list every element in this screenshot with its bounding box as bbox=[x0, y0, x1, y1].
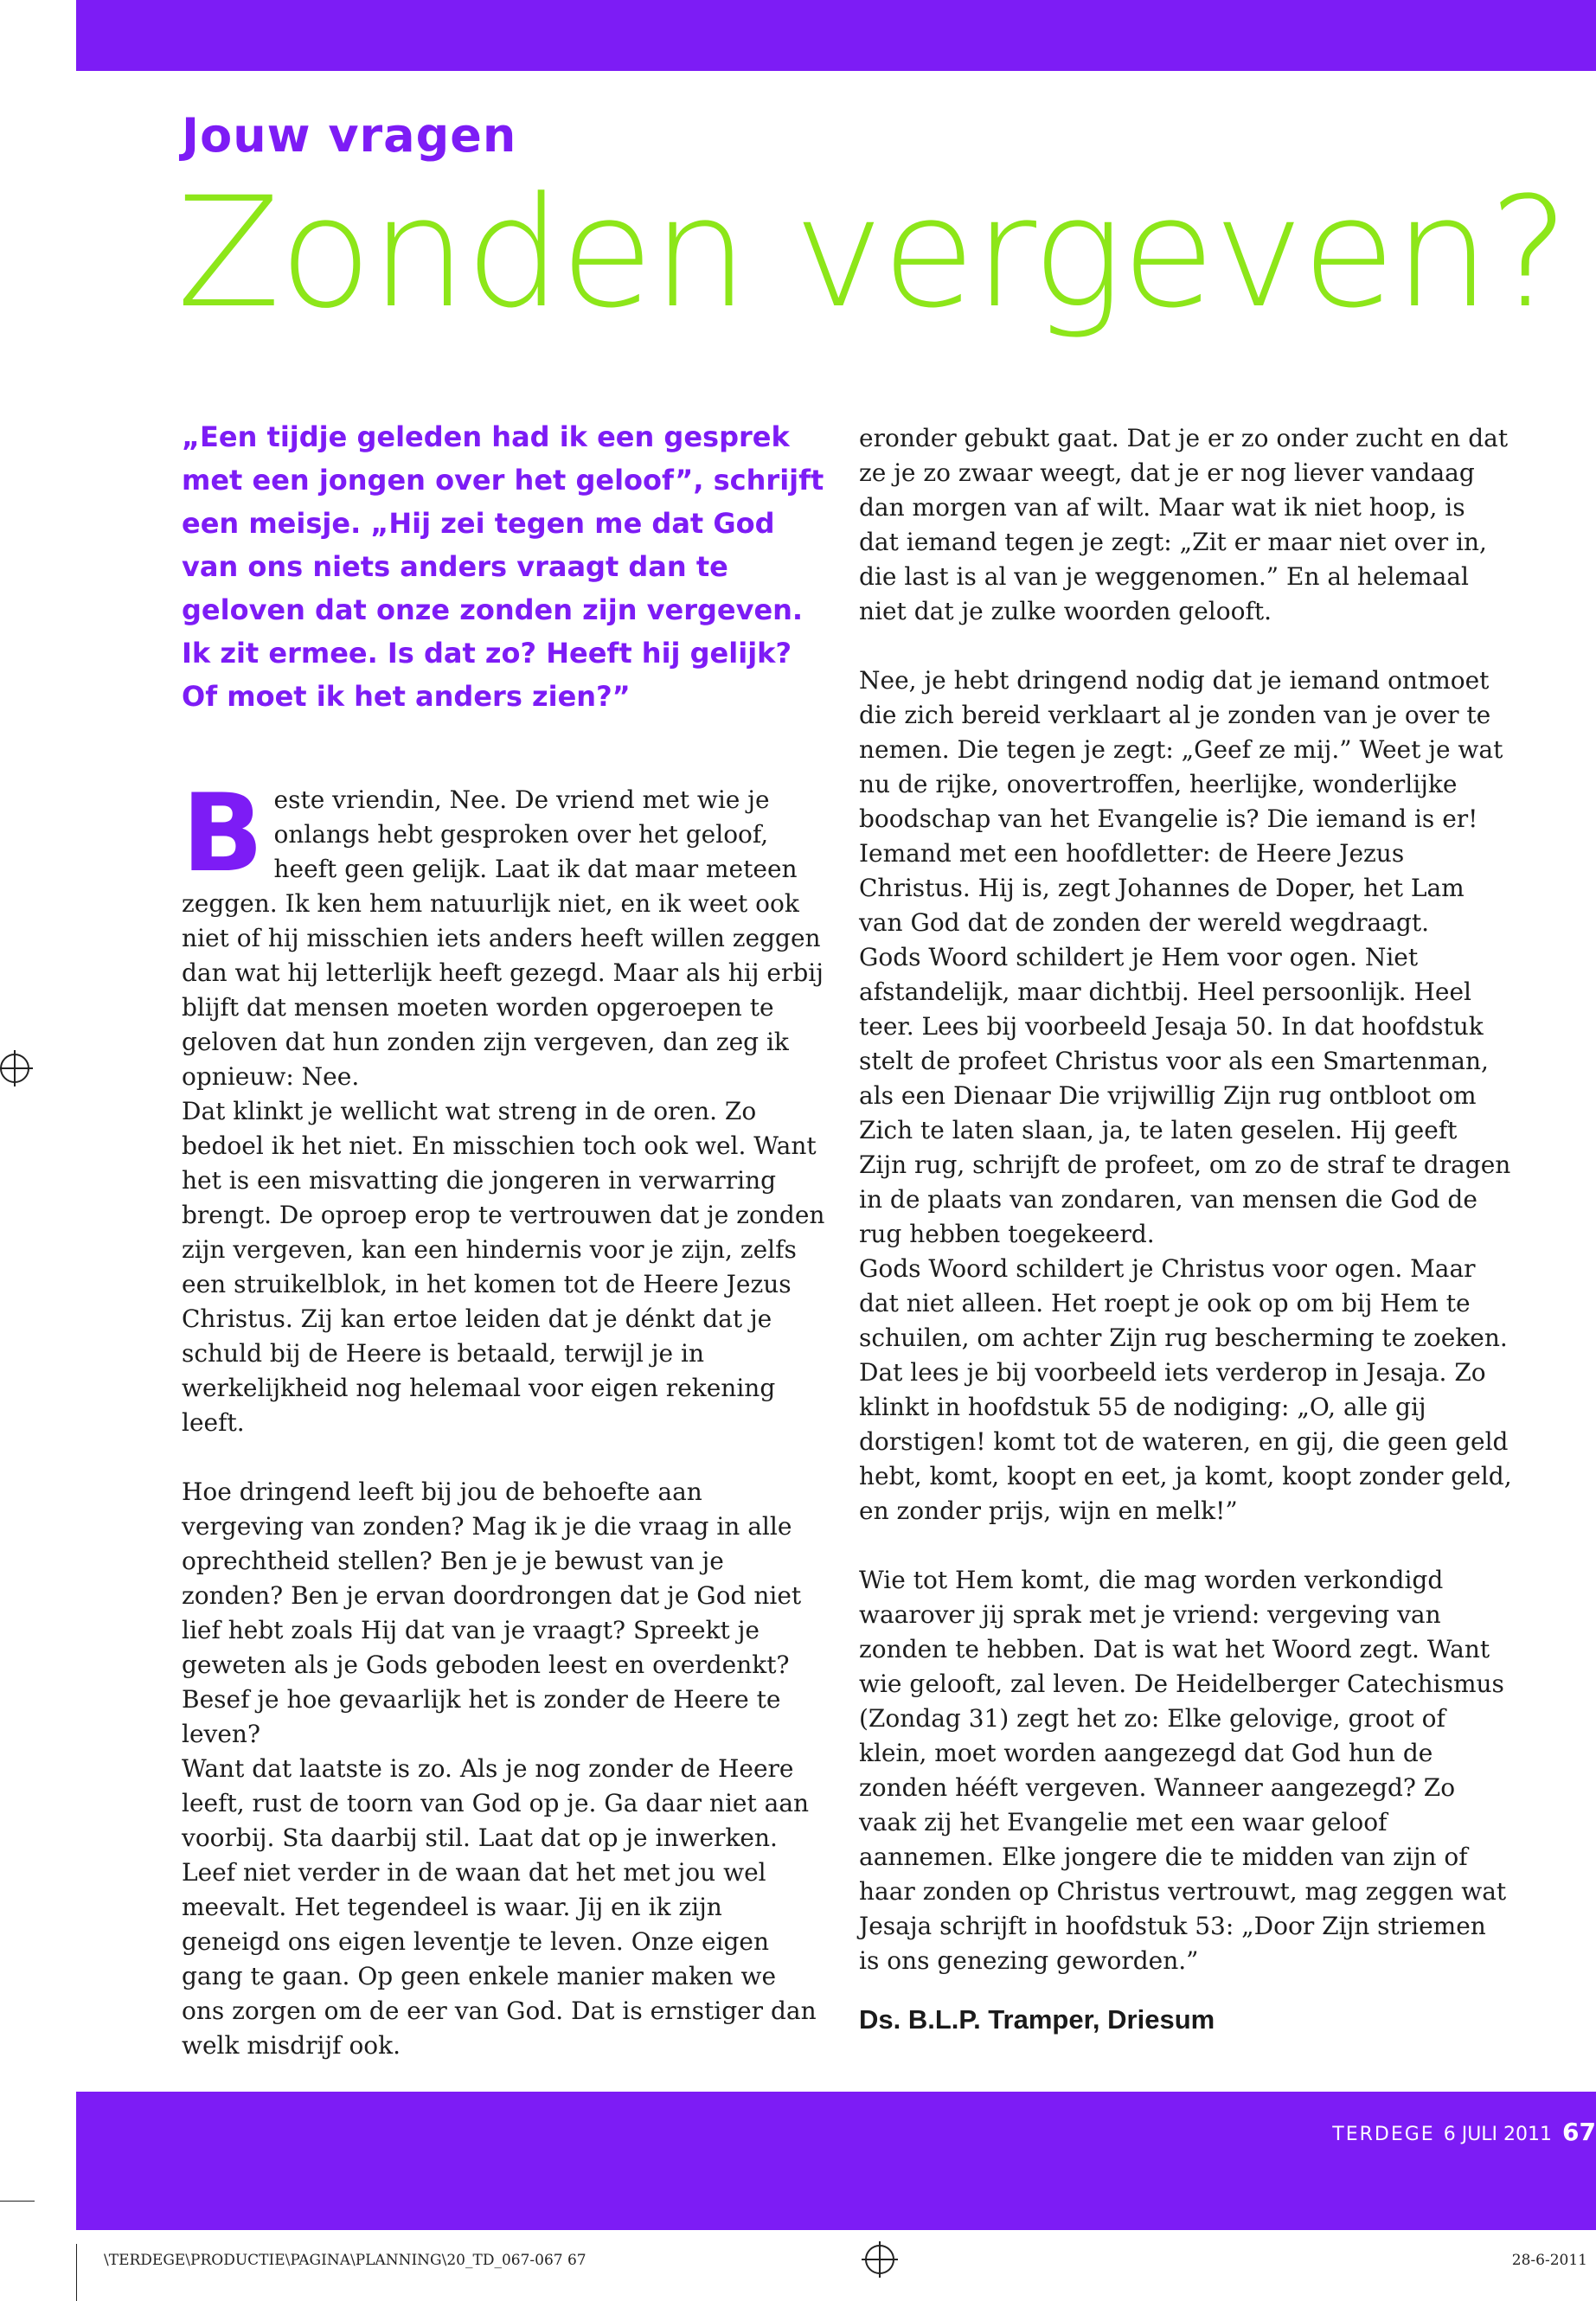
crop-mark bbox=[76, 2244, 77, 2301]
body-paragraph: Hoe dringend leeft bij jou de behoefte aan vergeving van zonden? Mag ik je die vraag in alle oprechtheid stellen? Ben je je bewust van je zonden? Ben je ervan doordrongen dat je God niet lief hebt zoals Hij dat van je vraagt? Spreekt je geweten als je Gods geboden leest en overdenkt? Besef je hoe gevaarlijk het is zonder de Heere te leven? bbox=[182, 1477, 802, 1748]
drop-cap: B bbox=[182, 772, 264, 896]
crop-mark bbox=[0, 2201, 35, 2202]
body-paragraph: Gods Woord schildert je Christus voor ogen. Maar dat niet alleen. Het roept je ook op om bij Hem te schuilen, om achter Zijn rug bescherming te zoeken. Dat lees je bij voorbeeld iets verderop in Jesaja. Zo klinkt in hoofdstuk 55 de nodiging: „O, alle gij dorstigen! komt tot de wateren, en gij, die geen geld hebt, komt, koopt en eet, ja komt, koopt zonder geld, en zonder prijs, wijn en melk!” bbox=[859, 1254, 1512, 1525]
intro-question: „Een tijdje geleden had ik een gesprek met een jongen over het geloof”, schrijft een meisje. „Hij zei tegen me dat God van ons niets anders vraagt dan te geloven dat onze zonden zijn vergeven. Ik zit ermee. Is dat zo? Heeft hij gelijk? Of moet ik het anders zien?” bbox=[182, 420, 824, 713]
top-color-bar bbox=[76, 0, 1596, 71]
page-number: 67 bbox=[1562, 2118, 1596, 2146]
body-paragraph: Nee, je hebt dringend nodig dat je iemand ontmoet die zich bereid verklaart al je zonden van je over te nemen. Die tegen je zegt: „Geef ze mij.” Weet je wat nu de rijke, onovertroffen, heerlijke, wonderlijke boodschap van het Evangelie is? Die iemand is er! Iemand met een hoofdletter: de Heere Jezus Christus. Hij is, zegt Johannes de Doper, het Lam van God dat de zonden der wereld wegdraagt. bbox=[859, 666, 1503, 937]
page-folio bbox=[1332, 2118, 1596, 2146]
body-paragraph: eronder gebukt gaat. Dat je er zo onder zucht en dat ze je zo zwaar weegt, dat je er nog liever vandaag dan morgen van af wilt. Maar wat ik niet hoop, is dat iemand tegen je zegt: „Zit er maar niet over in, die last is al van je weggenomen.” En al helemaal niet dat je zulke woorden gelooft. bbox=[859, 424, 1509, 625]
body-paragraph: Want dat laatste is zo. Als je nog zonder de Heere leeft, rust de toorn van God op je. Ga daar niet aan voorbij. Sta daarbij stil. Laat dat op je inwerken. Leef niet verder in de waan dat het met jou wel meevalt. Het tegendeel is waar. Jij en ik zijn geneigd ons eigen leventje te leven. Onze eigen gang te gaan. Op geen enkele manier maken we ons zorgen om de eer van God. Dat is ernstiger dan welk misdrijf ook. bbox=[182, 1754, 817, 2060]
author-signature: Ds. B.L.P. Tramper, Driesum bbox=[859, 2004, 1215, 2035]
print-slug-date: 28-6-2011 bbox=[1511, 2252, 1587, 2269]
right-column bbox=[859, 421, 1512, 2037]
page-title: Zonden vergeven? bbox=[176, 164, 1568, 342]
registration-mark-icon bbox=[865, 2245, 894, 2274]
left-column bbox=[182, 415, 826, 2167]
magazine-name: TERDEGE bbox=[1332, 2124, 1435, 2145]
section-kicker: Jouw vragen bbox=[182, 108, 517, 163]
print-slug-path: \TERDEGE\PRODUCTIE\PAGINA\PLANNING\20_TD_067-067 67 bbox=[104, 2252, 586, 2269]
issue-date: 6 JULI 2011 bbox=[1443, 2124, 1553, 2145]
registration-mark-icon bbox=[0, 1054, 29, 1083]
body-paragraph: Gods Woord schildert je Hem voor ogen. Niet afstandelijk, maar dichtbij. Heel persoonlijk. Heel teer. Lees bij voorbeeld Jesaja 50. In dat hoofdstuk stelt de profeet Christus voor als een Smartenman, als een Dienaar Die vrijwillig Zijn rug ontbloot om Zich te laten slaan, ja, te laten geselen. Hij geeft Zijn rug, schrijft de profeet, om zo de straf te dragen in de plaats van zondaren, van mensen die God de rug hebben toegekeerd. bbox=[859, 943, 1511, 1248]
body-paragraph: Dat klinkt je wellicht wat streng in de oren. Zo bedoel ik het niet. En misschien toch ook wel. Want het is een misvatting die jongeren in verwarring brengt. De oproep erop te vertrouwen dat je zonden zijn vergeven, kan een hindernis voor je zijn, zelfs een struikelblok, in het komen tot de Heere Jezus Christus. Zij kan ertoe leiden dat je dénkt dat je schuld bij de Heere is betaald, terwijl je in werkelijkheid nog helemaal voor eigen rekening leeft. bbox=[182, 1097, 825, 1437]
body-text: este vriendin, Nee. De vriend met wie je onlangs hebt gesproken over het geloof, heeft geen gelijk. Laat ik dat maar meteen zeggen. Ik ken hem natuurlijk niet, en ik weet ook niet of hij misschien iets anders heeft willen zeggen dan wat hij letterlijk heeft gezegd. Maar als hij erbij blijft dat mensen moeten worden opgeroepen te geloven dat hun zonden zijn vergeven, dan zeg ik opnieuw: Nee. bbox=[182, 785, 824, 1091]
bottom-color-bar bbox=[76, 2092, 1596, 2230]
body-paragraph bbox=[182, 772, 826, 1094]
body-paragraph: Wie tot Hem komt, die mag worden verkondigd waarover jij sprak met je vriend: vergeving van zonden te hebben. Dat is wat het Woord zegt. Want wie gelooft, zal leven. De Heidelberger Catechismus (Zondag 31) zegt het zo: Elke gelovige, groot of klein, moet worden aangezegd dat God hun de zonden hééft vergeven. Wanneer aangezegd? Zo vaak zij het Evangelie met een waar geloof aannemen. Elke jongere die te midden van zijn of haar zonden op Christus vertrouwt, mag zeggen wat Jesaja schrijft in hoofdstuk 53: „Door Zijn striemen is ons genezing geworden.” bbox=[859, 1566, 1507, 1975]
